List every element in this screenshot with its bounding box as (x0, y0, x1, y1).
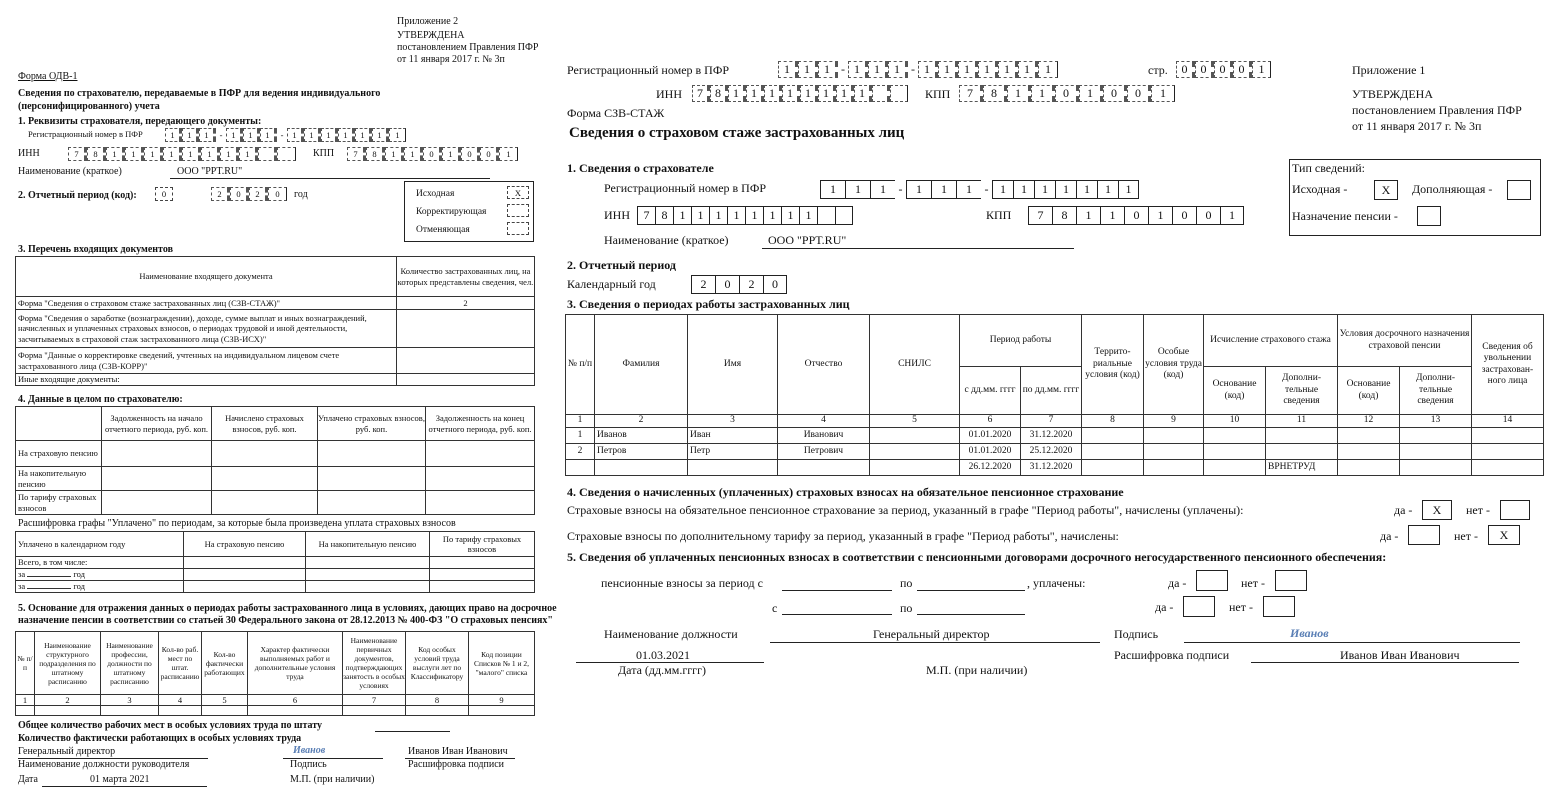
type-pension: Назначение пенсии - (1292, 209, 1398, 223)
type-additional: Дополняющая - (1412, 182, 1493, 196)
date-value: 01 марта 2021 (90, 774, 150, 785)
position-value: Генеральный директор (873, 627, 990, 641)
contrib-line-2: Страховые взносы по дополнительному тарифу за период, указанный в графе "Период работы", начислены: (567, 529, 1119, 543)
fio-caption: Расшифровка подписи (408, 759, 504, 770)
section-title: 3. Перечень входящих документов (18, 244, 173, 255)
reg-label: Регистрационный номер в ПФР (28, 129, 143, 139)
contrib-2-yes-label: да - (1380, 529, 1399, 543)
date-value: 01.03.2021 (636, 648, 690, 662)
kpp-cells: 7 8 1 1 0 1 0 0 1 (959, 85, 1175, 102)
name-value: ООО "PPT.RU" (768, 233, 847, 247)
pension-1-no-label: нет - (1241, 576, 1265, 590)
contrib-2-no-mark: X (1488, 525, 1520, 545)
inn-cells-2: 7 8 1 1 1 1 1 1 1 1 (637, 206, 853, 225)
type-initial: Исходная (416, 189, 455, 199)
appendix-line: постановлением Правления ПФР (397, 42, 539, 53)
section-title: 4. Данные в целом по страхователю: (18, 394, 183, 405)
info-type-box (1289, 159, 1541, 236)
work-periods-table: № п/п Фамилия Имя Отчество СНИЛС Период работы Террито- риальные условия (код) Особые условия труда (код) Исчисление страхового стажа Условия досрочного назначения страховой пенсии Сведения об увольнении застрахован- ного лица с дд.мм. гггг по дд.мм. гггг Основание (код) Дополни- тельные сведения Основание (код) Дополни- тельные сведения 1 2 3 4 5 6 7 8 9 10 11 12 13 14 1 Иванов Иван Иванович 01.01.2020 31.12.2020 2 Петров Петр Петрович 01.01.2020 25.12.2020 26.12.2020 31.12.2020 ВРНЕТРУД (565, 314, 1544, 476)
reg-number-cells: 1 1 1 - 1 1 1 - 1 1 1 1 1 1 1 (165, 128, 406, 142)
special-conditions-table: № п/п Наименование структурного подразделения по штатному расписанию Наименование профессии, должности по штатному расписанию Кол-во раб. мест по штат. расписанию Кол-во фактически работающих Характер фактически выполняемых работ и дополнительные условия труда Наименование первичных документов, подтверждающих занятость в особых условиях Код особых условий труда выслуги лет по Классификатору Код позиции Списков № 1 и 2, "малого" списка 1 2 3 4 5 6 7 8 9 (15, 631, 535, 716)
stamp-caption: М.П. (при наличии) (290, 774, 375, 785)
table-row: 26.12.2020 31.12.2020 ВРНЕТРУД (566, 460, 1544, 476)
document-type-box (404, 181, 534, 242)
pension-1-no-mark (1275, 570, 1307, 591)
page-label: стр. (1148, 63, 1168, 77)
appendix-line: постановлением Правления ПФР (1352, 103, 1522, 117)
date-label: Дата (18, 774, 38, 785)
reg-number-cells: 1 1 1 - 1 1 1 - 1 1 1 1 1 1 1 (778, 61, 1058, 78)
section-title: 4. Сведения о начисленных (уплаченных) страховых взносах на обязательное пенсионное страхование (567, 485, 1124, 499)
section-title: 3. Сведения о периодах работы застрахованных лиц (567, 297, 850, 311)
sign-caption: Подпись (290, 759, 327, 770)
type-cancelling: Отменяющая (416, 225, 470, 235)
signature: Иванов (293, 745, 326, 756)
director-fio: Иванов Иван Иванович (408, 746, 508, 757)
inn-label: ИНН (656, 87, 682, 101)
stamp-caption: М.П. (при наличии) (926, 663, 1028, 677)
form-title: Сведения по страхователю, передаваемые в ПФР для ведения индивидуального (18, 88, 381, 99)
contrib-1-no-label: нет - (1466, 503, 1490, 517)
type-cancelling-mark (507, 222, 529, 235)
section-title: 1. Реквизиты страхователя, передающего документы: (18, 116, 262, 127)
inn-cells: 7 8 1 1 1 1 1 1 1 1 (68, 147, 296, 161)
total-places: Общее количество рабочих мест в особых условиях труда по штату (18, 720, 323, 731)
director-position: Генеральный директор (18, 746, 116, 757)
reg-label: Регистрационный номер в ПФР (604, 181, 766, 195)
type-correcting-mark (507, 204, 529, 217)
section-title: 2. Отчетный период (567, 258, 676, 272)
section-title: 5. Сведения об уплаченных пенсионных взносах в соответствии с пенсионными договорами досрочного негосударственного пенсионного обеспечения: (567, 550, 1387, 564)
signature: Иванов (1290, 626, 1329, 640)
contrib-1-no-mark (1500, 500, 1530, 520)
kpp-label: КПП (313, 148, 335, 159)
pension-s-label: с (772, 601, 778, 615)
appendix-line: Приложение 2 (397, 16, 459, 27)
paid-breakdown-table: Уплачено в календарном году На страховую пенсию На накопительную пенсию По тарифу страховых взносов Всего, в том числе: за год за год (15, 531, 535, 593)
contrib-1-yes-label: да - (1394, 503, 1413, 517)
appendix-line: УТВЕРЖДЕНА (397, 30, 465, 41)
name-label: Наименование (краткое) (604, 233, 729, 247)
type-initial-mark: X (507, 186, 529, 199)
pension-1-yes-mark (1196, 570, 1228, 591)
kpp-cells: 7 8 1 1 0 1 0 0 1 (347, 147, 518, 161)
section-title: 5. Основание для отражения данных о периодах работы застрахованного лица в условиях, дающих право на досрочное (18, 603, 557, 614)
inn-label: ИНН (18, 148, 40, 159)
contrib-line-1: Страховые взносы на обязательное пенсионное страхование за период, указанный в графе "Период работы", начислены (уплачены): (567, 503, 1244, 517)
name-value: ООО "PPT.RU" (177, 166, 243, 177)
section-title: 1. Сведения о страхователе (567, 161, 714, 175)
total-working: Количество фактически работающих в особых условиях труда (18, 733, 302, 744)
appendix-line: от 11 января 2017 г. № 3п (397, 54, 505, 65)
name-label: Наименование (краткое) (18, 166, 122, 177)
appendix-line: Приложение 1 (1352, 63, 1426, 77)
period-label: 2. Отчетный период (код): (18, 190, 137, 201)
sign-label: Подпись (1114, 627, 1159, 641)
form-title: (персонифицированного) учета (18, 101, 160, 112)
pension-2-yes-label: да - (1155, 600, 1174, 614)
pension-period-label: пенсионные взносы за период с (601, 576, 763, 590)
director-caption: Наименование должности руководителя (18, 759, 190, 770)
type-correcting: Корректирующая (416, 207, 487, 217)
fio-value: Иванов Иван Иванович (1340, 648, 1460, 662)
reg-label: Регистрационный номер в ПФР (567, 63, 729, 77)
year-cells: 2 0 2 0 (211, 187, 287, 201)
appendix-line: УТВЕРЖДЕНА (1352, 87, 1434, 101)
decode-title: Расшифровка графы "Уплачено" по периодам, за которые была произведена уплата страховых взносов (18, 518, 456, 529)
page-cells: 0 0 0 0 1 (1176, 61, 1271, 78)
table-row: 1 Иванов Иван Иванович 01.01.2020 31.12.2020 (566, 428, 1544, 444)
contrib-1-yes-mark: X (1422, 500, 1452, 520)
fio-label: Расшифровка подписи (1114, 648, 1230, 662)
inn-cells: 7 8 1 1 1 1 1 1 1 1 (692, 85, 908, 102)
pension-2-no-label: нет - (1229, 600, 1253, 614)
pension-1-yes-label: да - (1168, 576, 1187, 590)
type-initial: Исходная - (1292, 182, 1348, 196)
type-additional-mark (1507, 180, 1531, 200)
table-row: 2 Петров Петр Петрович 01.01.2020 25.12.2020 (566, 444, 1544, 460)
date-caption: Дата (дд.мм.гггг) (618, 663, 706, 677)
form-code: Форма СЗВ-СТАЖ (567, 106, 665, 120)
type-initial-mark: X (1374, 180, 1398, 200)
insurer-totals-table: Задолженность на начало отчетного периода, руб. коп. Начислено страховых взносов, руб. коп. Уплачено страховых взносов, руб. коп. Задолженность на конец отчетного периода, руб. коп. На страховую пенсию На накопительную пенсию По тарифу страховых взносов (15, 406, 535, 515)
pension-po-label: по (900, 576, 913, 590)
appendix-line: от 11 января 2017 г. № 3п (1352, 119, 1482, 133)
section-title: назначение пенсии в соответствии со статьей 30 Федерального закона от 28.12.2013 № 400-ФЗ "О страховых пенсиях" (18, 615, 553, 626)
contrib-2-yes-mark (1408, 525, 1440, 545)
year-label: год (294, 189, 308, 200)
pension-2-no-mark (1263, 596, 1295, 617)
pension-2-yes-mark (1183, 596, 1215, 617)
pension-paid-label: , уплачены: (1027, 576, 1086, 590)
period-code-cell: 0 (155, 187, 173, 201)
position-label: Наименование должности (604, 627, 738, 641)
contrib-2-no-label: нет - (1454, 529, 1478, 543)
inn-label: ИНН (604, 208, 630, 222)
pension-po-label-2: по (900, 601, 913, 615)
form-code: Форма ОДВ-1 (18, 71, 78, 82)
year-cells: 2 0 2 0 (691, 275, 787, 294)
year-label: Календарный год (567, 277, 656, 291)
kpp-label: КПП (925, 87, 951, 101)
type-pension-mark (1417, 206, 1441, 226)
kpp-label: КПП (986, 208, 1012, 222)
info-type-title: Тип сведений: (1292, 161, 1365, 175)
form-title: Сведения о страховом стаже застрахованных лиц (569, 125, 905, 141)
reg-number-cells-2: 1 1 1 - 1 1 1 - 1 1 1 1 1 1 1 (820, 180, 1139, 199)
kpp-cells-2: 7 8 1 1 0 1 0 0 1 (1028, 206, 1244, 225)
incoming-documents-table: Наименование входящего документа Количество застрахованных лиц, на которых представлены сведения, чел. Форма "Сведения о страховом стаже застрахованных лиц (СЗВ-СТАЖ)" 2 Форма "Сведения о заработке (вознаграждении), доходе, сумме выплат и иных вознаграждений, начисленных и уплаченных страховых взносов, о периодах трудовой и иной деятельности, засчитываемых в страховой стаж застрахованного лица (СЗВ-ИСХ)" Форма "Данные о корректировке сведений, учтенных на индивидуальном лицевом счете застрахованного лица (СЗВ-КОРР)" Иные входящие документы: (15, 256, 535, 386)
